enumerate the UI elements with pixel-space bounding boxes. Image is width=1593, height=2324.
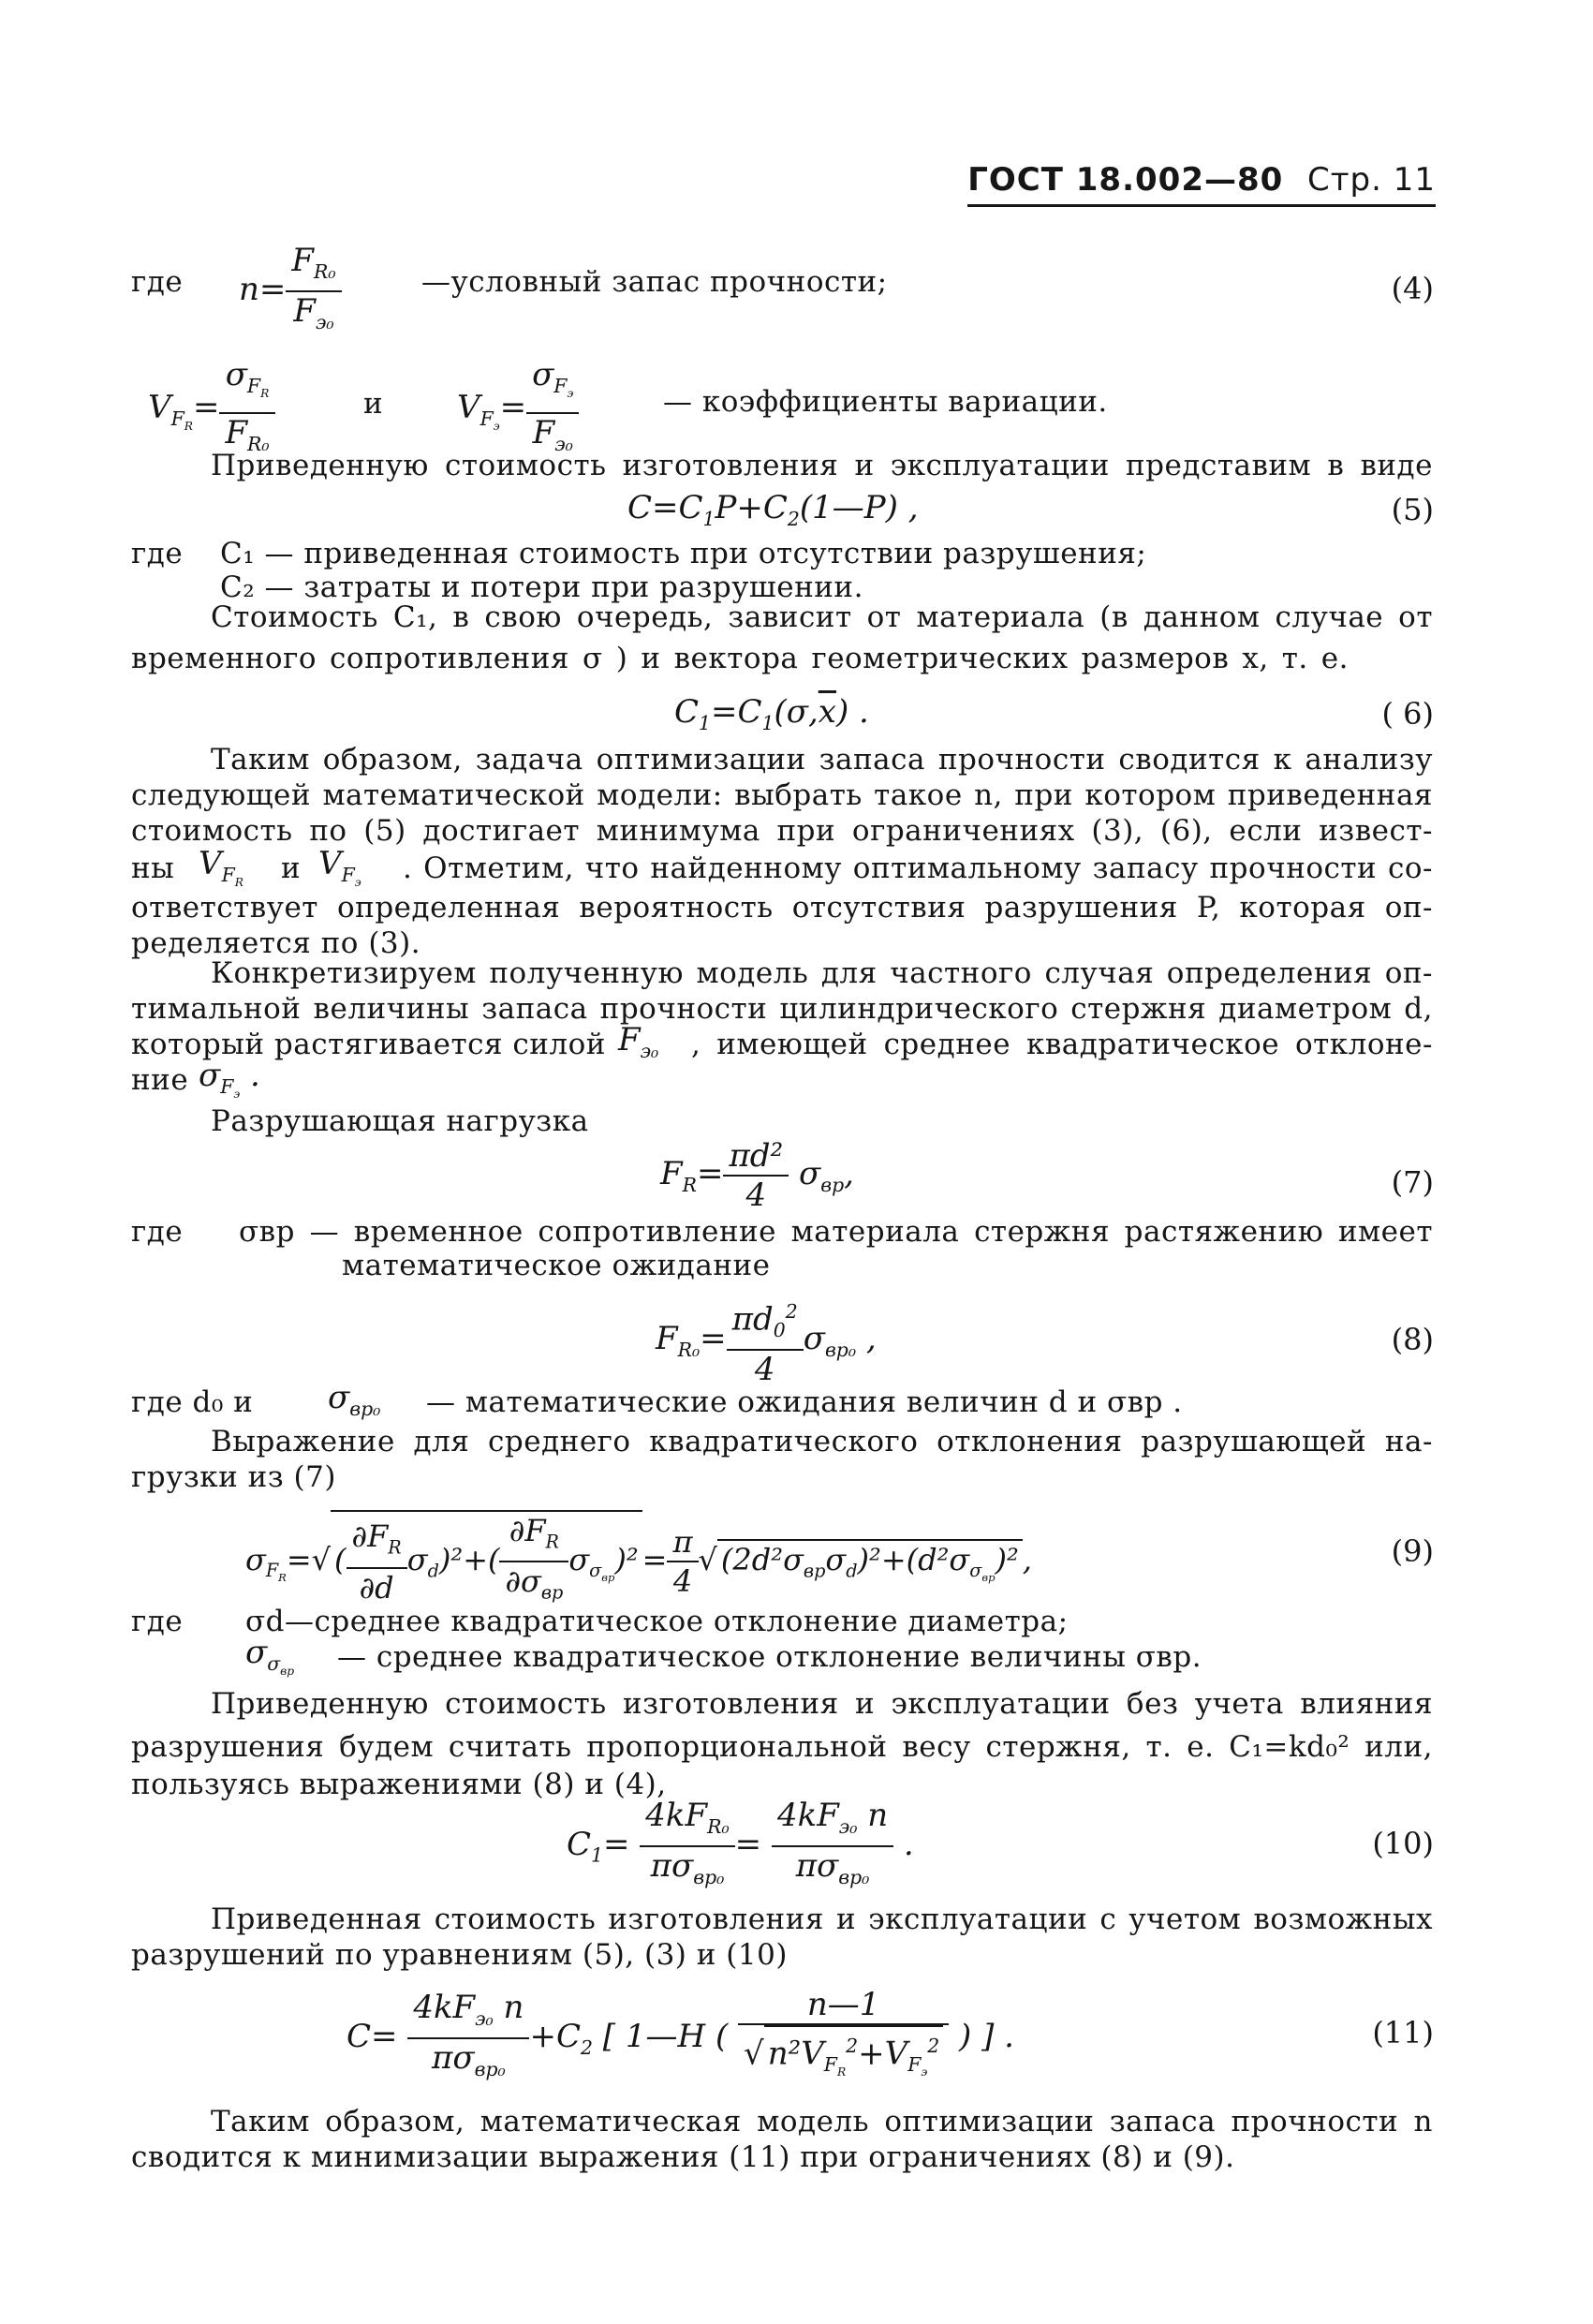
text-line: Таким образом, задача оптимизации запаса прочности сводится к анализу (211, 743, 1433, 777)
symbol-sigma-sigma-vr: $\sigma_{\sigma_{вр}}$ (245, 1634, 295, 1678)
text-line: пользуясь выражениями (8) и (4), (131, 1768, 667, 1801)
text-line: разрушений по уравнениям (5), (3) и (10) (131, 1938, 788, 1972)
text-line: . Отметим, что найденному оптимальному запасу прочности со- (403, 851, 1433, 885)
eq-number-5: (5) (1391, 492, 1434, 527)
formula-6: $C_1=C_1(\sigma,\overline{x})$ . (674, 693, 869, 734)
text-line: Конкретизируем полученную модель для частного случая определения оп- (211, 956, 1433, 990)
eq-number-9: (9) (1391, 1533, 1434, 1569)
text-line: C₂ — затраты и потери при разрушении. (220, 570, 863, 604)
and-label: и (363, 387, 384, 421)
formula-7: $F_R=$ $\frac{\text{πd²}}{4}$ $\sigma_{вр}$, (660, 1137, 854, 1214)
text-line: сводится к минимизации выражения (11) при ограничениях (8) и (9). (131, 2140, 1235, 2174)
text-line: ние (131, 1063, 189, 1097)
text-line: — среднее квадратическое отклонение величины σвр. (337, 1640, 1202, 1674)
text-line: Приведенную стоимость изготовления и эксплуатации без учета влияния (211, 1687, 1433, 1721)
text-line: Выражение для среднего квадратического отклонения разрушающей на- (211, 1425, 1433, 1458)
text-line: тимальной величины запаса прочности цилиндрического стержня диаметром d, (131, 992, 1433, 1026)
text-line: ответствует определенная вероятность отсутствия разрушения P, которая оп- (131, 891, 1433, 925)
page-header (967, 161, 1436, 207)
formula-v-fe: $V_{F_э}=$ $\frac{\sigma_{F_э}}{F_{э_0}}$ (457, 356, 579, 463)
symbol-sigma-vr0: $\sigma_{вр_0}$ (328, 1379, 381, 1420)
text-line: Таким образом, математическая модель оптимизации запаса прочности n (211, 2105, 1433, 2139)
symbol-v-fe: $V_{F_э}$ (318, 845, 361, 889)
variation-text: — коэффициенты вариации. (663, 385, 1108, 419)
text-line: Приведенную стоимость изготовления и эксплуатации представим в виде (211, 449, 1433, 482)
text-line: временного сопротивления σ ) и вектора геометрических размеров x, т. е. (131, 642, 1349, 675)
text-line: σd—среднее квадратическое отклонение диаметра; (245, 1605, 1069, 1638)
eq-number-11: (11) (1372, 2015, 1434, 2050)
gost-number: ГОСТ 18.002—80 (967, 161, 1284, 199)
symbol-f-e0: $F_{э_0}$ (618, 1021, 659, 1062)
text-line: ределяется по (3). (131, 926, 421, 960)
safety-factor-text: —условный запас прочности; (421, 265, 888, 299)
eq-number-10: (10) (1372, 1826, 1434, 1861)
eq-number-4: (4) (1391, 271, 1434, 306)
formula-9: $\sigma_{F_R}=√$ ( $\frac{\partial F_R}{\partial d}$ $\sigma_d)^2+$( $\frac{\partial F_R}{\partial\sigma_{вр}}$ $\sigma_{\sigma_{вр}})^2$ = $\frac{\pi}{4}$ √ $(2d^2\sigma_{вр}\sigma_d)^2+(d^2\sigma_{\sigma_{вр}})^2$ , (245, 1510, 1032, 1612)
text-line: где d₀ и (131, 1385, 254, 1419)
text-line: σвр — временное сопротивление материала стержня растяжению имеет (239, 1215, 1433, 1249)
text-line: C₁ — приведенная стоимость при отсутствии разрушения; (220, 537, 1147, 570)
formula-11: C= $\frac{4kF_{э_0} n}{\pi\sigma_{вр_0}}$ $+C_2$ [ 1—H ( $\frac{n—1}{√ n^2V_{F_R}^2+V_{F_э}^2}$ ) ] . (347, 1986, 1014, 2091)
text-line: и (281, 851, 302, 885)
text-line: , имеющей среднее квадратическое отклоне- (691, 1028, 1433, 1061)
text-line: ны (131, 851, 175, 885)
text-line: Разрушающая нагрузка (211, 1104, 589, 1138)
text-line: следующей математической модели: выбрать такое n, при котором приведенная (131, 778, 1433, 812)
formula-8: $F_{R_0}=$ $\frac{\pi d_0^2}{4}$ $\sigma_{вр_0}$ , (656, 1293, 877, 1388)
symbol-v-fr: $V_{F_R}$ (199, 845, 243, 889)
text-line: Стоимость C₁, в свою очередь, зависит от материала (в данном случае от (211, 600, 1433, 634)
formula-n: n= $\frac{F_{R_0}}{F_{э_0}}$ (239, 242, 342, 341)
formula-5: $C=C_1P+C_2(1—P)$ , (627, 489, 919, 530)
eq-number-8: (8) (1391, 1322, 1434, 1357)
symbol-sigma-fe: $\sigma_{F_э}$ . (199, 1057, 260, 1101)
where-label: где (131, 1215, 184, 1249)
text-line: Приведенная стоимость изготовления и эксплуатации с учетом возможных (211, 1902, 1433, 1936)
formula-v-fr: $V_{F_R}=$ $\frac{\sigma_{F_R}}{F_{R_0}}$ (148, 356, 275, 463)
text-line: математическое ожидание (342, 1249, 771, 1282)
eq-number-6: ( 6) (1381, 696, 1434, 732)
where-label: где (131, 265, 184, 299)
where-label: где (131, 1605, 184, 1638)
text-line: грузки из (7) (131, 1460, 336, 1494)
eq-number-7: (7) (1391, 1164, 1434, 1200)
formula-10: $C_1=$ $\frac{4kF_{R_0}}{\pi\sigma_{вр_0}}$ = $\frac{4kF_{э_0} n}{\pi\sigma_{вр_0}}$ . (567, 1797, 914, 1888)
text-line: — математические ожидания величин d и σвр . (426, 1385, 1183, 1419)
text-line: стоимость по (5) достигает минимума при ограничениях (3), (6), если извест- (131, 814, 1433, 848)
where-label: где (131, 537, 184, 570)
text-line: который растягивается силой (131, 1028, 606, 1061)
text-line: разрушения будем считать пропорциональной весу стержня, т. е. C₁=kd₀² или, (131, 1730, 1433, 1764)
page-number: Стр. 11 (1306, 161, 1436, 199)
